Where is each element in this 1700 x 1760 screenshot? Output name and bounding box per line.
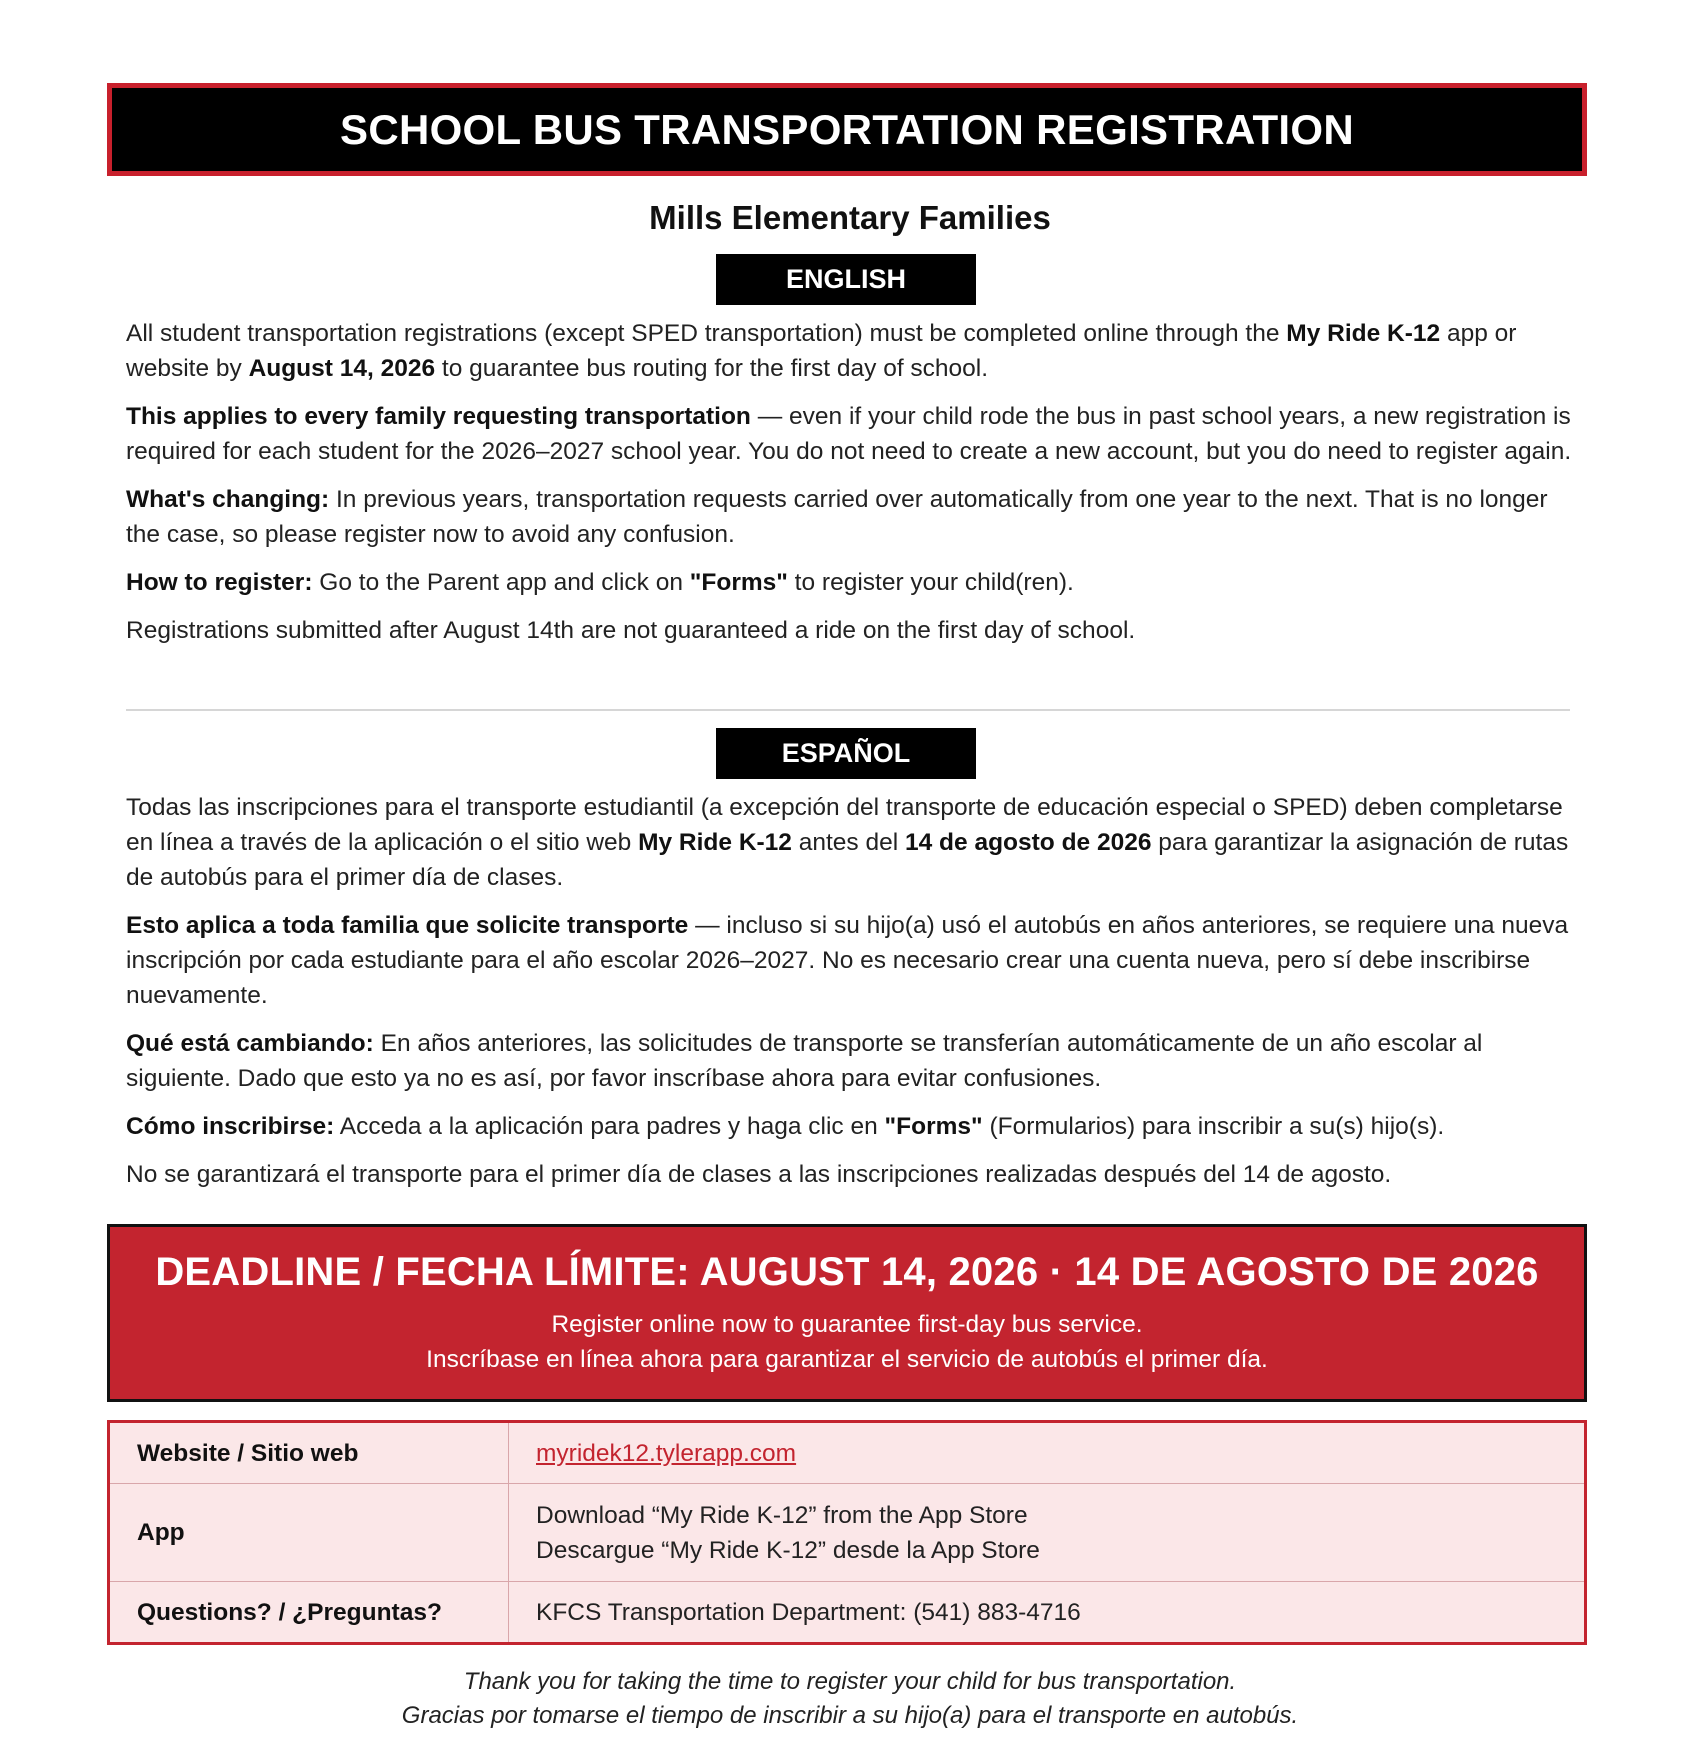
table-row: [109, 1582, 1586, 1644]
questions-value: KFCS Transportation Department: (541) 883-4716: [509, 1582, 1586, 1644]
website-label: Website / Sitio web: [109, 1422, 509, 1484]
thank-you-note: [0, 1665, 1700, 1733]
section-divider: [126, 709, 1570, 711]
english-paragraph-3: What's changing: In previous years, transportation requests carried over automatically from one year to the next. That is no longer the case, so please register now to avoid any confusion.: [126, 486, 1548, 548]
spanish-paragraph-5: No se garantizará el transporte para el primer día de clases a las inscripciones realizadas después del 14 de agosto.: [126, 1161, 1392, 1188]
app-cell: [509, 1484, 1586, 1582]
english-paragraph-2: This applies to every family requesting transportation — even if your child rode the bus in past school years, a new registration is required for each student for the 2026–2027 school year. You do not need to create a new account, but you do need to register again.: [126, 403, 1572, 465]
page-title: SCHOOL BUS TRANSPORTATION REGISTRATION: [340, 105, 1354, 153]
deadline-line-spanish: Inscríbase en línea ahora para garantizar el servicio de autobús el primer día.: [426, 1346, 1268, 1373]
spanish-paragraph-2: Esto aplica a toda familia que solicite transporte — incluso si su hijo(a) usó el autobús en años anteriores, se requiere una nueva inscripción por cada estudiante para el año escolar 2026–2027. No es necesario crear una cuenta nueva, pero sí debe inscribirse nuevamente.: [126, 912, 1569, 1009]
page-title-bar: [107, 83, 1587, 176]
website-link[interactable]: myridek12.tylerapp.com: [536, 1439, 797, 1467]
app-line-spanish: Descargue “My Ride K-12” desde la App Store: [536, 1536, 1040, 1564]
questions-label: Questions? / ¿Preguntas?: [109, 1582, 509, 1644]
spanish-paragraph-1: Todas las inscripciones para el transporte estudiantil (a excepción del transporte de educación especial o SPED) deben completarse en línea a través de la aplicación o el sitio web My Ride K-12 antes del 14 de agosto de 2026 para garantizar la asignación de rutas de autobús para el primer día de clases.: [126, 794, 1569, 891]
spanish-section: [126, 790, 1576, 1205]
page-subtitle: Mills Elementary Families: [649, 199, 1051, 236]
spanish-badge: ESPAÑOL: [716, 728, 976, 779]
table-row: [109, 1422, 1586, 1484]
thank-you-english: Thank you for taking the time to register your child for bus transportation.: [463, 1668, 1237, 1695]
english-badge: ENGLISH: [716, 254, 976, 305]
app-line-english: Download “My Ride K-12” from the App Store: [536, 1501, 1028, 1529]
deadline-line-english: Register online now to guarantee first-day bus service.: [551, 1311, 1143, 1338]
thank-you-spanish: Gracias por tomarse el tiempo de inscribir a su hijo(a) para el transporte en autobús.: [401, 1702, 1299, 1729]
english-section: [126, 316, 1576, 661]
deadline-title: DEADLINE / FECHA LÍMITE: AUGUST 14, 2026 · 14 DE AGOSTO DE 2026: [155, 1250, 1539, 1294]
english-paragraph-4: How to register: Go to the Parent app and click on "Forms" to register your child(ren).: [126, 569, 1074, 596]
app-label: App: [109, 1484, 509, 1582]
table-row: [109, 1484, 1586, 1582]
english-paragraph-5: Registrations submitted after August 14th are not guaranteed a ride on the first day of school.: [126, 617, 1136, 644]
spanish-paragraph-4: Cómo inscribirse: Acceda a la aplicación para padres y haga clic en "Forms" (Formularios) para inscribir a su(s) hijo(s).: [126, 1113, 1445, 1140]
spanish-paragraph-3: Qué está cambiando: En años anteriores, las solicitudes de transporte se transferían automáticamente de un año escolar al siguiente. Dado que esto ya no es así, por favor inscríbase ahora para evitar confusiones.: [126, 1030, 1483, 1092]
website-cell: [509, 1422, 1586, 1484]
contact-info-table: [107, 1420, 1587, 1645]
english-paragraph-1: All student transportation registrations (except SPED transportation) must be completed online through the My Ride K-12 app or website by August 14, 2026 to guarantee bus routing for the first day of school.: [126, 320, 1517, 382]
deadline-banner: [107, 1224, 1587, 1402]
